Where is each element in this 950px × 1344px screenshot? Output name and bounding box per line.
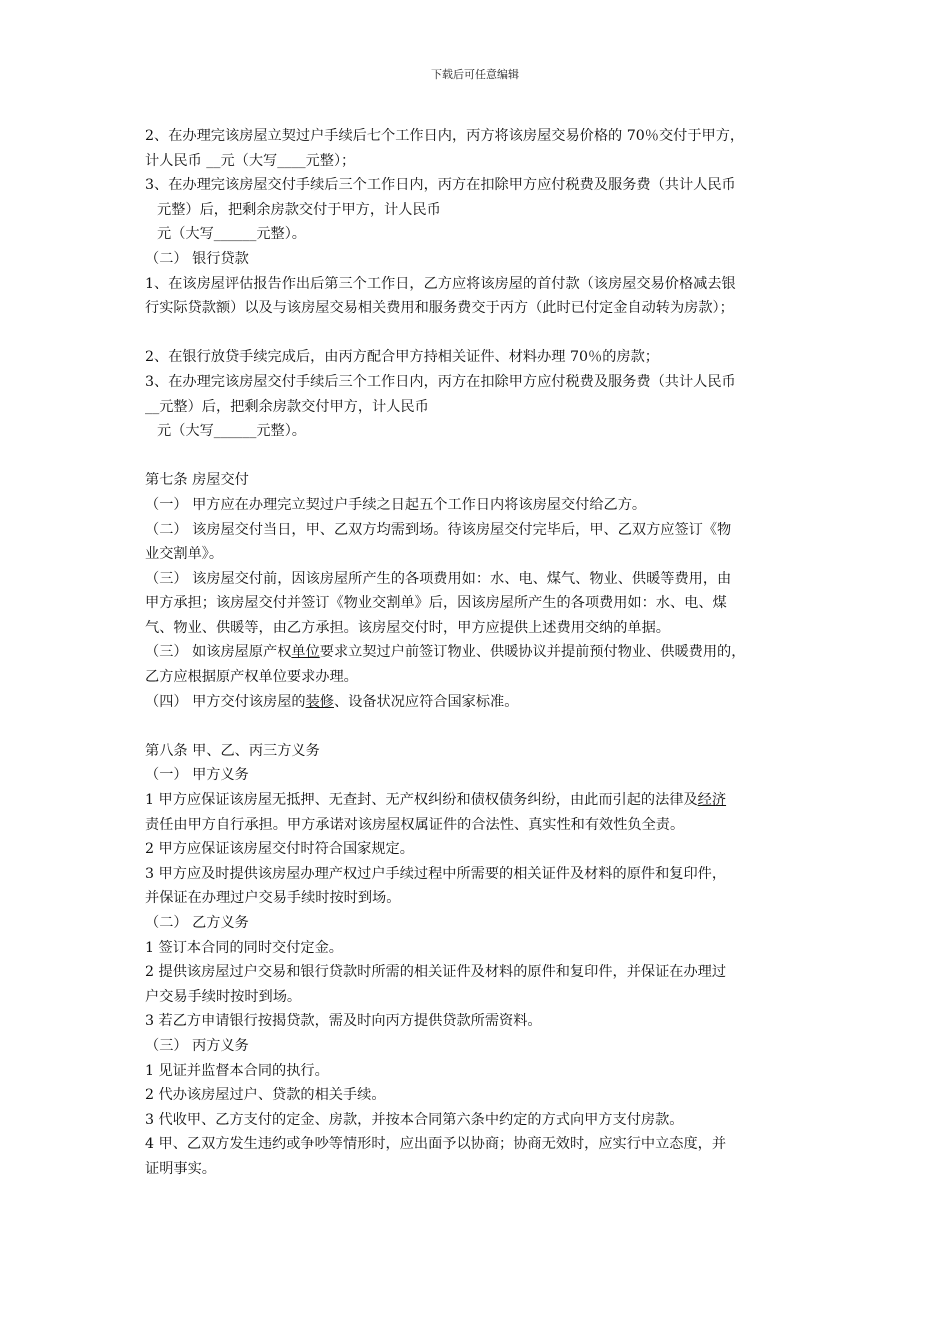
text-line bbox=[145, 1034, 817, 1059]
text-line bbox=[145, 468, 817, 493]
text-segment: 2、在办理完该房屋立契过户手续后七个工作日内，丙方将该房屋交易价格的 70％交付于甲方， bbox=[145, 128, 745, 144]
text-segment: __元整）后，把剩余房款交付甲方，计人民币 bbox=[145, 398, 429, 415]
text-segment: 1 见证并监督本合同的执行。 bbox=[145, 1062, 329, 1079]
text-segment: 业交割单》。 bbox=[145, 546, 224, 563]
text-line bbox=[145, 493, 817, 518]
text-line bbox=[145, 763, 817, 788]
text-segment: 3 甲方应及时提供该房屋办理产权过户手续过程中所需要的相关证件及材料的原件和复印件， bbox=[145, 865, 727, 882]
text-segment: （二） 银行贷款 bbox=[145, 250, 249, 267]
text-line bbox=[145, 616, 817, 641]
text-line bbox=[145, 813, 817, 838]
text-segment: 甲方承担；该房屋交付并签订《物业交割单》后，因该房屋所产生的各项费用如：水、电、煤 bbox=[145, 595, 727, 612]
text-segment: 、设备状况应符合国家标准。 bbox=[333, 693, 519, 710]
text-segment: （四） 甲方交付该房屋的 bbox=[145, 693, 306, 710]
text-segment: （三） 该房屋交付前，因该房屋所产生的各项费用如：水、电、煤气、物业、供暖等费用，由 bbox=[145, 570, 732, 587]
text-line bbox=[145, 198, 817, 223]
text-line bbox=[145, 985, 817, 1010]
text-segment: 2 提供该房屋过户交易和银行贷款时所需的相关证件及材料的原件和复印件，并保证在办理过 bbox=[145, 964, 727, 981]
text-segment: 要求立契过户前签订物业、供暖协议并提前预付物业、供暖费用的， bbox=[319, 644, 746, 661]
text-segment: 乙方应根据原产权单位要求办理。 bbox=[145, 669, 358, 686]
text-line bbox=[145, 788, 817, 813]
text-segment: 3、在办理完该房屋交付手续后三个工作日内，丙方在扣除甲方应付税费及服务费（共计人民币 bbox=[145, 177, 736, 194]
text-line bbox=[145, 1108, 817, 1133]
text-line bbox=[145, 222, 817, 247]
text-segment: 3 代收甲、乙方支付的定金、房款，并按本合同第六条中约定的方式向甲方支付房款。 bbox=[145, 1111, 684, 1128]
text-line bbox=[145, 518, 817, 543]
text-line bbox=[145, 911, 817, 936]
text-line bbox=[145, 542, 817, 567]
text-line bbox=[145, 149, 817, 174]
text-line bbox=[145, 960, 817, 985]
text-line bbox=[145, 247, 817, 272]
text-line bbox=[145, 936, 817, 961]
blank-line bbox=[145, 321, 817, 346]
text-segment: （二） 该房屋交付当日，甲、乙双方均需到场。待该房屋交付完毕后，甲、乙双方应签订《物 bbox=[145, 521, 732, 538]
text-segment: （一） 甲方义务 bbox=[145, 767, 249, 784]
text-line bbox=[145, 739, 817, 764]
text-segment: 并保证在办理过户交易手续时按时到场。 bbox=[145, 890, 401, 907]
text-line bbox=[145, 296, 817, 321]
text-line bbox=[145, 395, 817, 420]
text-line bbox=[145, 1083, 817, 1108]
underlined-link-text[interactable]: 装修 bbox=[305, 693, 334, 710]
text-segment: 气、物业、供暖等，由乙方承担。该房屋交付时，甲方应提供上述费用交纳的单据。 bbox=[145, 619, 670, 636]
text-segment: 证明事实。 bbox=[145, 1160, 216, 1177]
text-segment: 2、在银行放贷手续完成后，由丙方配合甲方持相关证件、材料办理 70％的房款； bbox=[145, 349, 659, 366]
text-line bbox=[145, 886, 817, 911]
text-segment: 行实际贷款额）以及与该房屋交易相关费用和服务费交于丙方（此时已付定金自动转为房款）； bbox=[145, 300, 734, 317]
text-line bbox=[145, 419, 817, 444]
text-segment: 1 甲方应保证该房屋无抵押、无查封、无产权纠纷和债权债务纠纷，由此而引起的法律及 bbox=[145, 792, 698, 809]
text-segment: 3、在办理完该房屋交付手续后三个工作日内，丙方在扣除甲方应付税费及服务费（共计人民币 bbox=[145, 373, 736, 390]
text-line bbox=[145, 272, 817, 297]
text-segment: 1 签订本合同的同时交付定金。 bbox=[145, 939, 343, 956]
text-segment: 责任由甲方自行承担。甲方承诺对该房屋权属证件的合法性、真实性和有效性负全责。 bbox=[145, 816, 685, 833]
text-segment: 户交易手续时按时到场。 bbox=[145, 988, 302, 1005]
document-body bbox=[145, 124, 817, 1182]
text-line bbox=[145, 124, 817, 149]
text-line bbox=[145, 1059, 817, 1084]
text-segment: 第七条 房屋交付 bbox=[145, 472, 249, 489]
page-header: 下载后可任意编辑 bbox=[431, 68, 519, 81]
text-line bbox=[145, 640, 817, 665]
text-segment: （三） 如该房屋原产权 bbox=[145, 644, 292, 661]
blank-line bbox=[145, 444, 817, 469]
text-segment: 4 甲、乙双方发生违约或争吵等情形时，应出面予以协商；协商无效时，应实行中立态度，并 bbox=[145, 1136, 727, 1153]
underlined-link-text[interactable]: 经济 bbox=[697, 792, 727, 809]
text-segment: 2 代办该房屋过户、贷款的相关手续。 bbox=[145, 1087, 386, 1104]
text-segment: （二） 乙方义务 bbox=[145, 915, 249, 931]
text-line bbox=[145, 665, 817, 690]
text-segment: 2 甲方应保证该房屋交付时符合国家规定。 bbox=[145, 841, 414, 858]
blank-line bbox=[145, 714, 817, 739]
text-segment: （三） 丙方义务 bbox=[145, 1037, 249, 1054]
text-segment: 第八条 甲、乙、丙三方义务 bbox=[145, 742, 320, 759]
text-line bbox=[145, 567, 817, 592]
text-line bbox=[145, 1132, 817, 1157]
text-line bbox=[145, 1009, 817, 1034]
text-segment: 元（大写______元整）。 bbox=[157, 226, 306, 243]
text-line bbox=[145, 173, 817, 198]
text-segment: 元（大写______元整）。 bbox=[157, 423, 306, 440]
text-line bbox=[145, 1157, 817, 1182]
text-segment: （一） 甲方应在办理完立契过户手续之日起五个工作日内将该房屋交付给乙方。 bbox=[145, 496, 647, 513]
text-line bbox=[145, 345, 817, 370]
underlined-link-text[interactable]: 单位 bbox=[291, 644, 320, 661]
text-line bbox=[145, 370, 817, 395]
text-segment: 1、在该房屋评估报告作出后第三个工作日，乙方应将该房屋的首付款（该房屋交易价格减去银 bbox=[145, 275, 736, 292]
text-segment: 3 若乙方申请银行按揭贷款，需及时向丙方提供贷款所需资料。 bbox=[145, 1013, 542, 1030]
text-line bbox=[145, 862, 817, 887]
text-segment: 元整）后，把剩余房款交付于甲方，计人民币 bbox=[157, 201, 441, 218]
text-line bbox=[145, 591, 817, 616]
text-segment: 计人民币 __元（大写____元整）； bbox=[145, 152, 356, 169]
text-line bbox=[145, 690, 817, 715]
text-line bbox=[145, 837, 817, 862]
